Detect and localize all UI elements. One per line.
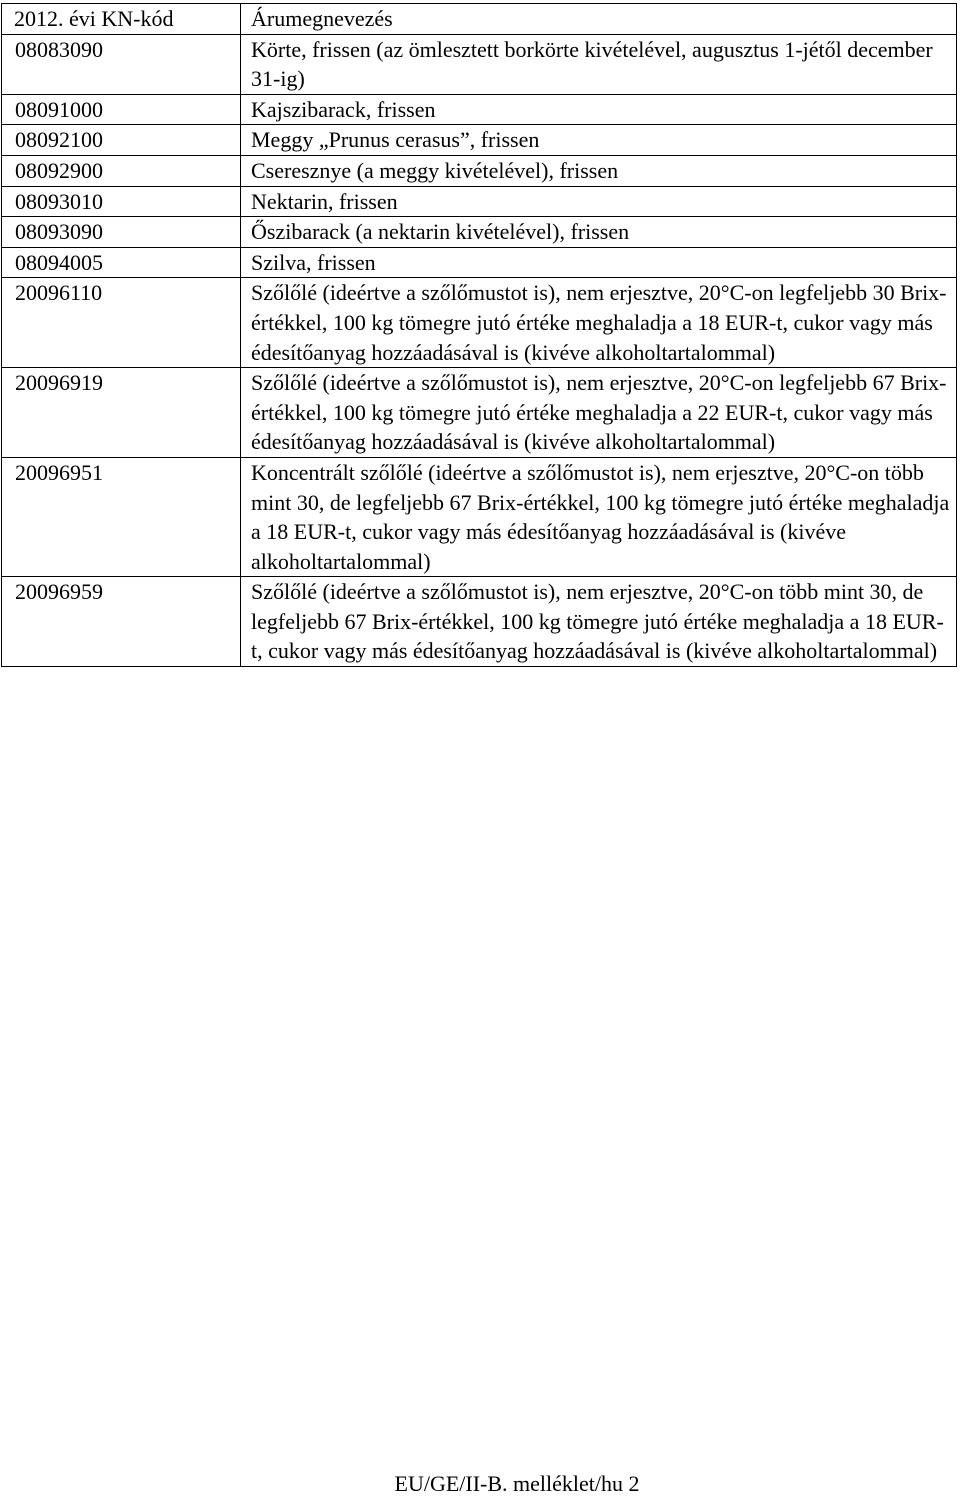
description-cell: Cseresznye (a meggy kivételével), frissen — [241, 155, 957, 186]
table-header-row — [2, 4, 957, 35]
table-row — [2, 457, 957, 576]
description-cell: Koncentrált szőlőlé (ideértve a szőlőmustot is), nem erjesztve, 20°C-on több mint 30, de legfeljebb 67 Brix-értékkel, 100 kg tömegre jutó értéke meghaladja a 18 EUR-t, cukor vagy más édesítőanyag hozzáadásával is (kivéve alkoholtartalommal) — [241, 457, 957, 576]
code-cell: 08092900 — [2, 155, 241, 186]
description-cell: Nektarin, frissen — [241, 186, 957, 217]
table-row — [2, 217, 957, 248]
code-cell: 08092100 — [2, 125, 241, 156]
header-code-cell: 2012. évi KN-kód — [2, 4, 241, 35]
description-cell: Körte, frissen (az ömlesztett borkörte kivételével, augusztus 1-jétől december 31-ig) — [241, 34, 957, 94]
code-cell: 20096919 — [2, 368, 241, 458]
code-cell: 08093010 — [2, 186, 241, 217]
code-cell: 08083090 — [2, 34, 241, 94]
table-row — [2, 368, 957, 458]
description-cell: Meggy „Prunus cerasus”, frissen — [241, 125, 957, 156]
code-cell: 20096959 — [2, 577, 241, 667]
code-cell: 08093090 — [2, 217, 241, 248]
code-cell: 20096951 — [2, 457, 241, 576]
table-row — [2, 247, 957, 278]
description-cell: Szilva, frissen — [241, 247, 957, 278]
code-cell: 20096110 — [2, 278, 241, 368]
table-row — [2, 278, 957, 368]
kn-code-table — [1, 3, 957, 667]
code-cell: 08094005 — [2, 247, 241, 278]
table-row — [2, 186, 957, 217]
code-cell: 08091000 — [2, 94, 241, 125]
table-row — [2, 125, 957, 156]
header-description-cell: Árumegnevezés — [241, 4, 957, 35]
table-row — [2, 94, 957, 125]
description-cell: Kajszibarack, frissen — [241, 94, 957, 125]
description-cell: Szőlőlé (ideértve a szőlőmustot is), nem erjesztve, 20°C-on legfeljebb 67 Brix-értékkel, 100 kg tömegre jutó értéke meghaladja a 22 EUR-t, cukor vagy más édesítőanyag hozzáadásával is (kivéve alkoholtartalommal) — [241, 368, 957, 458]
page-footer: EU/GE/II-B. melléklet/hu 2 — [394, 1471, 640, 1496]
table-row — [2, 34, 957, 94]
table-row — [2, 155, 957, 186]
description-cell: Szőlőlé (ideértve a szőlőmustot is), nem erjesztve, 20°C-on több mint 30, de legfeljebb 67 Brix-értékkel, 100 kg tömegre jutó értéke meghaladja a 18 EUR-t, cukor vagy más édesítőanyag hozzáadásával is (kivéve alkoholtartalommal) — [241, 577, 957, 667]
description-cell: Őszibarack (a nektarin kivételével), frissen — [241, 217, 957, 248]
table-row — [2, 577, 957, 667]
description-cell: Szőlőlé (ideértve a szőlőmustot is), nem erjesztve, 20°C-on legfeljebb 30 Brix-értékkel, 100 kg tömegre jutó értéke meghaladja a 18 EUR-t, cukor vagy más édesítőanyag hozzáadásával is (kivéve alkoholtartalommal) — [241, 278, 957, 368]
